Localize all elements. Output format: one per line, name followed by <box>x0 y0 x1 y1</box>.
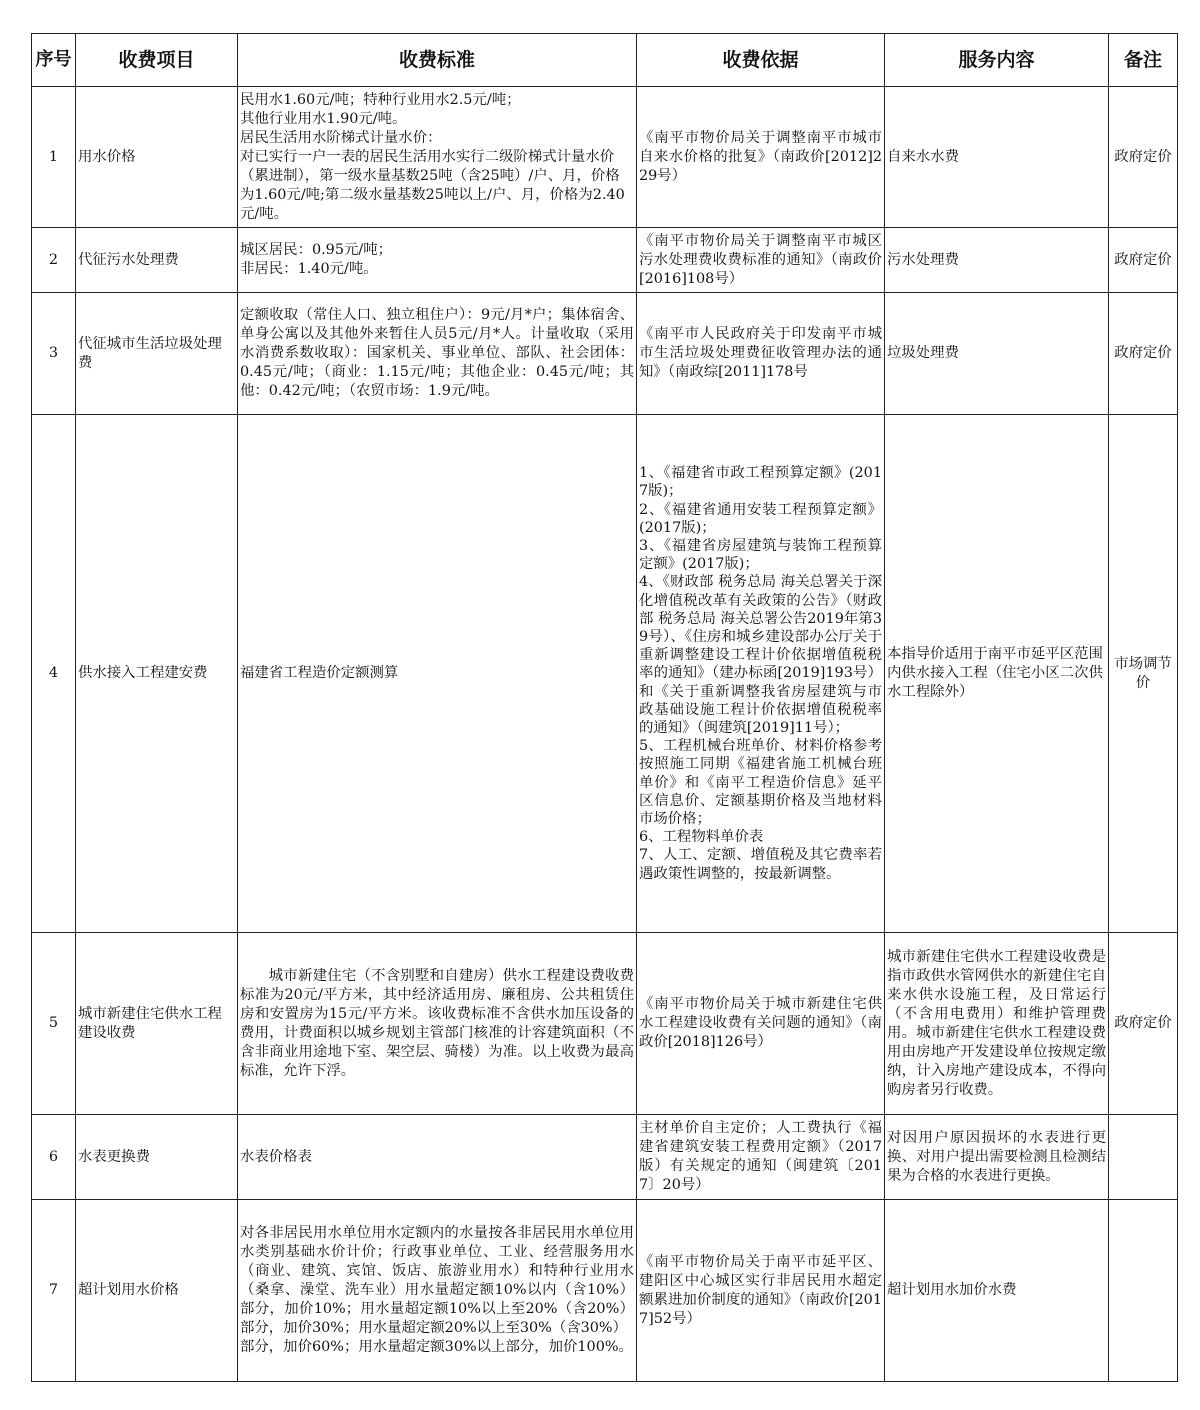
row-basis: 《南平市物价局关于调整南平市城市自来水价格的批复》（南政价[2012]229号） <box>637 87 885 228</box>
row-basis: 《南平市人民政府关于印发南平市城市生活垃圾处理费征收管理办法的通知》（南政综[2011]178号 <box>637 293 885 415</box>
row-item: 代征污水处理费 <box>76 228 238 293</box>
row-basis: 《南平市物价局关于南平市延平区、建阳区中心城区实行非居民用水超定额累进加价制度的通知》（南政价[2017]52号） <box>637 1200 885 1382</box>
row-note <box>1109 1115 1178 1200</box>
header-no: 序号 <box>32 34 76 87</box>
row-item: 供水接入工程建安费 <box>76 415 238 933</box>
row-service: 对因用户原因损坏的水表进行更换、对用户提出需要检测且检测结果为合格的水表进行更换。 <box>885 1115 1109 1200</box>
row-basis: 《南平市物价局关于城市新建住宅供水工程建设收费有关问题的通知》（南政价[2018]126号） <box>637 933 885 1115</box>
table-row <box>32 228 1178 293</box>
table-row <box>32 1115 1178 1200</box>
table-row <box>32 1200 1178 1382</box>
row-standard: 城市新建住宅（不含别墅和自建房）供水工程建设费收费标准为20元/平方米，其中经济适用房、廉租房、公共租赁住房和安置房为15元/平方米。该收费标准不含供水加压设备的费用，计费面积以城乡规划主管部门核准的计容建筑面积（不含非商业用途地下室、架空层、骑楼）为准。以上收费为最高标准，允许下浮。 <box>238 933 637 1115</box>
row-basis: 1、《福建省市政工程预算定额》(2017版)； 2、《福建省通用安装工程预算定额》(2017版)； 3、《福建省房屋建筑与装饰工程预算定额》(2017版)； 4、《财政部 税务总局 海关总署关于深化增值税改革有关政策的公告》（财政部 税务总局 海关总署公告2019年第39号）、《住房和城乡建设部办公厅关于重新调整建设工程计价依据增值税税率的通知》（建办标函[2019]193号）和《关于重新调整我省房屋建筑与市政基础设施工程计价依据增值税税率的通知》（闽建筑[2019]11号）； 5、工程机械台班单价、材料价格参考按照施工同期《福建省施工机械台班单价》和《南平工程造价信息》延平区信息价、定额基期价格及当地材料市场价格； 6、工程物料单价表 7、人工、定额、增值税及其它费率若遇政策性调整的，按最新调整。 <box>637 415 885 933</box>
header-item: 收费项目 <box>76 34 238 87</box>
row-note: 市场调节价 <box>1109 415 1178 933</box>
row-standard: 水表价格表 <box>238 1115 637 1200</box>
table-row <box>32 293 1178 415</box>
row-no: 1 <box>32 87 76 228</box>
header-standard: 收费标准 <box>238 34 637 87</box>
row-service: 自来水水费 <box>885 87 1109 228</box>
fee-table <box>31 33 1178 1382</box>
table-row <box>32 87 1178 228</box>
table-row <box>32 933 1178 1115</box>
row-standard: 对各非居民用水单位用水定额内的水量按各非居民用水单位用水类别基础水价计价；行政事业单位、工业、经营服务用水（商业、建筑、宾馆、饭店、旅游业用水）和特种行业用水（桑拿、澡堂、洗车业）用水量超定额10%以内（含10%）部分，加价10%；用水量超定额10%以上至20%（含20%）部分，加价30%；用水量超定额20%以上至30%（含30%） 部分，加价60%；用水量超定额30%以上部分，加价100%。 <box>238 1200 637 1382</box>
header-note: 备注 <box>1109 34 1178 87</box>
row-standard: 民用水1.60元/吨；特种行业用水2.5元/吨； 其他行业用水1.90元/吨。 居民生活用水阶梯式计量水价： 对已实行一户一表的居民生活用水实行二级阶梯式计量水价（累进制），第一级水量基数25吨（含25吨）/户、月，价格为1.60元/吨;第二级水量基数25吨以上/户、月，价格为2.40元/吨。 <box>238 87 637 228</box>
header-basis: 收费依据 <box>637 34 885 87</box>
table-row <box>32 415 1178 933</box>
row-service: 超计划用水加价水费 <box>885 1200 1109 1382</box>
row-basis: 《南平市物价局关于调整南平市城区污水处理费收费标准的通知》（南政价[2016]108号） <box>637 228 885 293</box>
row-note: 政府定价 <box>1109 87 1178 228</box>
header-row <box>32 34 1178 87</box>
row-service: 城市新建住宅供水工程建设收费是指市政供水管网供水的新建住宅自来水供水设施工程，及日常运行（不含用电费用）和维护管理费用。城市新建住宅供水工程建设费用由房地产开发建设单位按规定缴纳，计入房地产建设成本，不得向购房者另行收费。 <box>885 933 1109 1115</box>
row-note: 政府定价 <box>1109 293 1178 415</box>
row-item: 超计划用水价格 <box>76 1200 238 1382</box>
header-service: 服务内容 <box>885 34 1109 87</box>
row-service: 本指导价适用于南平市延平区范围内供水接入工程（住宅小区二次供水工程除外） <box>885 415 1109 933</box>
row-standard: 城区居民：0.95元/吨； 非居民：1.40元/吨。 <box>238 228 637 293</box>
row-standard: 定额收取（常住人口、独立租住户）：9元/月*户；集体宿舍、单身公寓以及其他外来暂住人员5元/月*人。计量收取（采用水消费系数收取）：国家机关、事业单位、部队、社会团体：0.45元/吨；（商业：1.15元/吨；其他企业：0.45元/吨；其他：0.42元/吨；（农贸市场：1.9元/吨。 <box>238 293 637 415</box>
row-item: 城市新建住宅供水工程建设收费 <box>76 933 238 1115</box>
row-no: 2 <box>32 228 76 293</box>
row-standard: 福建省工程造价定额测算 <box>238 415 637 933</box>
row-basis: 主材单价自主定价；人工费执行《福建省建筑安装工程费用定额》（2017版）有关规定的通知（闽建筑〔2017〕20号） <box>637 1115 885 1200</box>
row-no: 6 <box>32 1115 76 1200</box>
row-item: 水表更换费 <box>76 1115 238 1200</box>
row-item: 用水价格 <box>76 87 238 228</box>
row-note: 政府定价 <box>1109 933 1178 1115</box>
row-service: 污水处理费 <box>885 228 1109 293</box>
row-no: 3 <box>32 293 76 415</box>
row-service: 垃圾处理费 <box>885 293 1109 415</box>
row-no: 4 <box>32 415 76 933</box>
row-no: 5 <box>32 933 76 1115</box>
row-item: 代征城市生活垃圾处理费 <box>76 293 238 415</box>
row-note <box>1109 1200 1178 1382</box>
row-no: 7 <box>32 1200 76 1382</box>
row-note: 政府定价 <box>1109 228 1178 293</box>
